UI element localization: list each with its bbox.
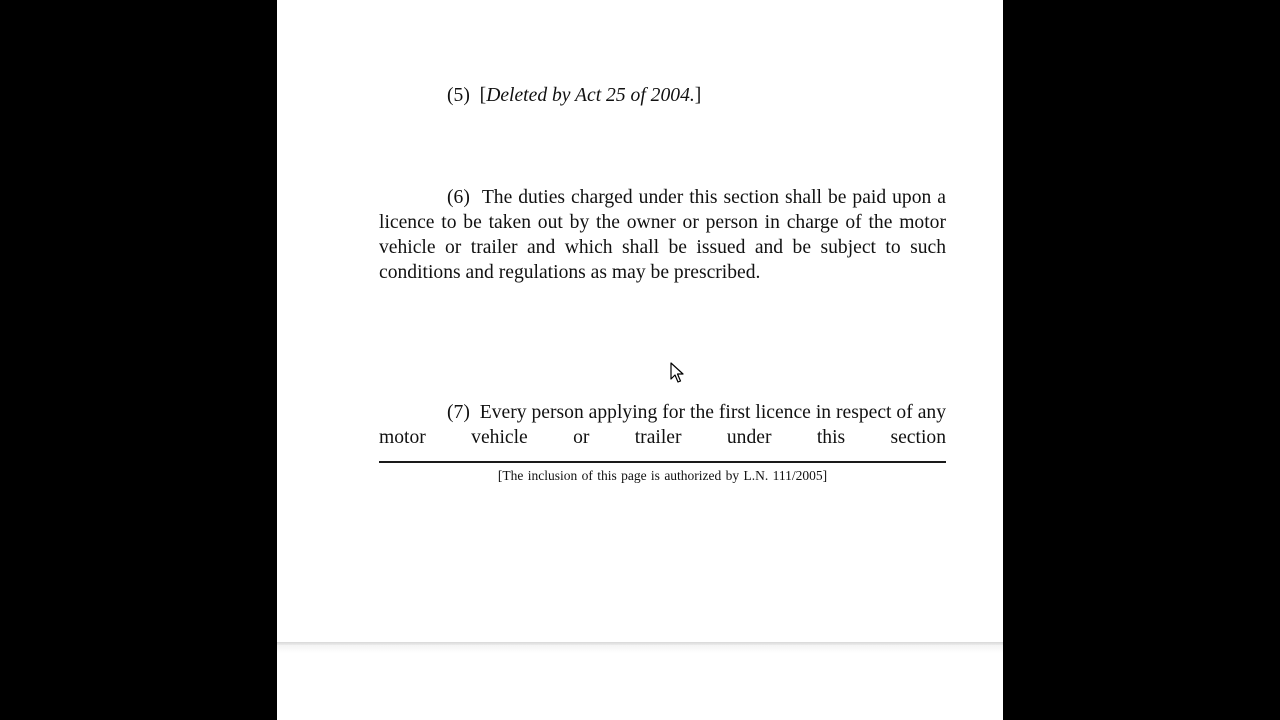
paragraph-6 xyxy=(379,185,946,285)
paragraph-5-deletion-note: Deleted by Act 25 of 2004. xyxy=(486,85,695,106)
footer-divider xyxy=(379,461,946,463)
paragraph-6-text: The duties charged under this section shall be paid upon a licence to be taken out by the owner or person in charge of the motor vehicle or trailer and which shall be issued and be subject to such conditions and regulations as may be prescribed. xyxy=(379,187,946,283)
paragraph-7-text: Every person applying for the first licence in respect of any motor vehicle or trailer under this section xyxy=(379,402,946,448)
document-viewer[interactable] xyxy=(277,0,1003,720)
paragraph-6-number: (6) xyxy=(447,187,470,208)
paragraph-5 xyxy=(379,83,946,108)
footer-authorization-note: [The inclusion of this page is authorized by L.N. 111/2005] xyxy=(497,468,828,483)
paragraph-5-bracket-close: ] xyxy=(694,85,702,106)
paragraph-7-number: (7) xyxy=(447,402,470,423)
paragraph-5-number: (5) xyxy=(447,85,470,106)
paragraph-5-bracket-open: [ xyxy=(479,85,487,106)
page-bottom-shadow xyxy=(277,645,1003,653)
paragraph-7 xyxy=(379,400,946,450)
mouse-pointer-icon xyxy=(670,362,684,384)
